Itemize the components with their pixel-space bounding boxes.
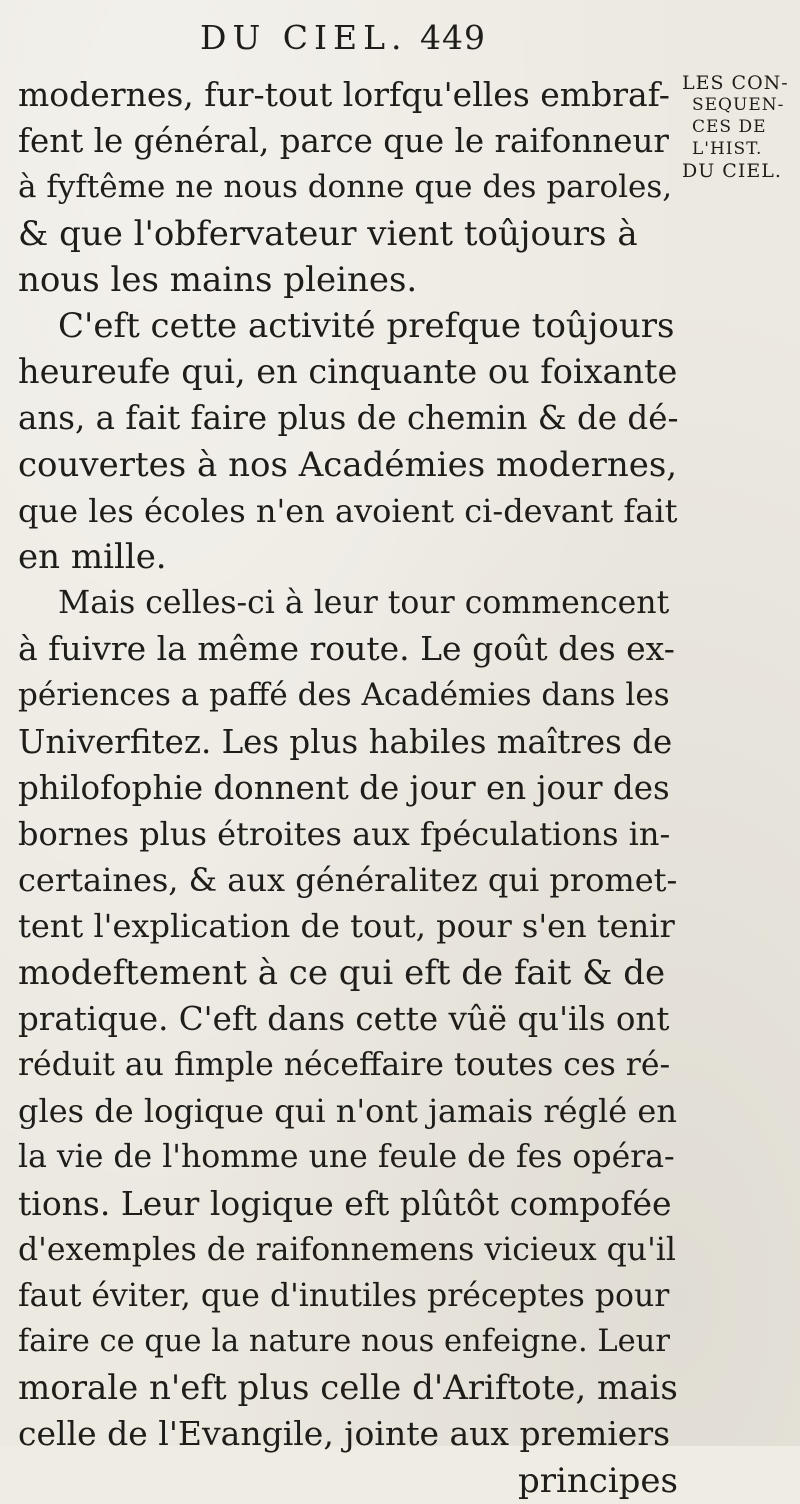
margin-note — [682, 72, 800, 182]
body-text — [18, 72, 678, 1504]
text-line: gles de logique qui n'ont jamais réglé en — [18, 1092, 677, 1131]
text-line: à fyftême ne nous donne que des paroles, — [18, 169, 673, 206]
text-line: à fuivre la même route. Le goût des ex- — [18, 629, 675, 669]
margin-note-line: DU CIEL. — [682, 160, 782, 182]
text-line: fent le général, parce que le raifonneur — [18, 122, 669, 161]
text-line: périences a paffé des Académies dans les — [18, 677, 670, 714]
text-line: & que l'obfervateur vient toûjours à — [18, 213, 638, 254]
text-line: ans, a fait faire plus de chemin & de dé- — [18, 399, 679, 438]
text-line: faire ce que la nature nous enfeigne. Leur — [18, 1324, 670, 1360]
text-line: philofophie donnent de jour en jour des — [18, 768, 670, 807]
text-line: pratique. C'eft dans cette vûë qu'ils ont — [18, 999, 670, 1038]
text-line: nous les mains pleines. — [18, 259, 418, 300]
text-line: Mais celles-ci à leur tour commencent — [58, 585, 670, 622]
text-line: tions. Leur logique eft plûtôt compofée — [18, 1183, 672, 1223]
margin-note-line: LES CON- — [682, 72, 789, 94]
text-line: que les écoles n'en avoient ci-devant fait — [18, 491, 678, 530]
margin-note-line: CES DE — [692, 117, 767, 137]
text-line: Univerfitez. Les plus habiles maîtres de — [18, 722, 673, 761]
running-title: DU CIEL. — [200, 18, 408, 57]
text-line: faut éviter, que d'inutiles préceptes pour — [18, 1277, 670, 1314]
text-line: celle de l'Evangile, jointe aux premiers — [18, 1414, 671, 1454]
text-line: bornes plus étroites aux fpéculations in- — [18, 815, 671, 853]
margin-note-line: L'HIST. — [692, 139, 763, 159]
page-number: 449 — [420, 18, 486, 57]
text-line: couvertes à nos Académies modernes, — [18, 444, 678, 485]
page-header — [200, 10, 700, 60]
text-line: morale n'eft plus celle d'Ariftote, mais — [18, 1368, 678, 1409]
margin-note-line: SEQUEN- — [692, 95, 785, 115]
text-line: réduit au fimple néceffaire toutes ces ré- — [18, 1046, 671, 1083]
text-line: C'eft cette activité prefque toûjours — [58, 305, 675, 346]
text-line: en mille. — [18, 536, 167, 577]
text-line: modernes, fur-tout lorfqu'elles embraf- — [18, 75, 670, 114]
text-line: tent l'explication de tout, pour s'en tenir — [18, 907, 675, 946]
text-line: certaines, & aux généralitez qui promet- — [18, 861, 678, 900]
text-line: modeftement à ce qui eft de fait & de — [18, 952, 666, 993]
text-line: heureufe qui, en cinquante ou foixante — [18, 352, 678, 392]
catchword: principes — [517, 1460, 678, 1501]
text-line: la vie de l'homme une feule de fes opéra- — [18, 1139, 675, 1176]
text-line: d'exemples de raifonnemens vicieux qu'il — [18, 1231, 676, 1268]
